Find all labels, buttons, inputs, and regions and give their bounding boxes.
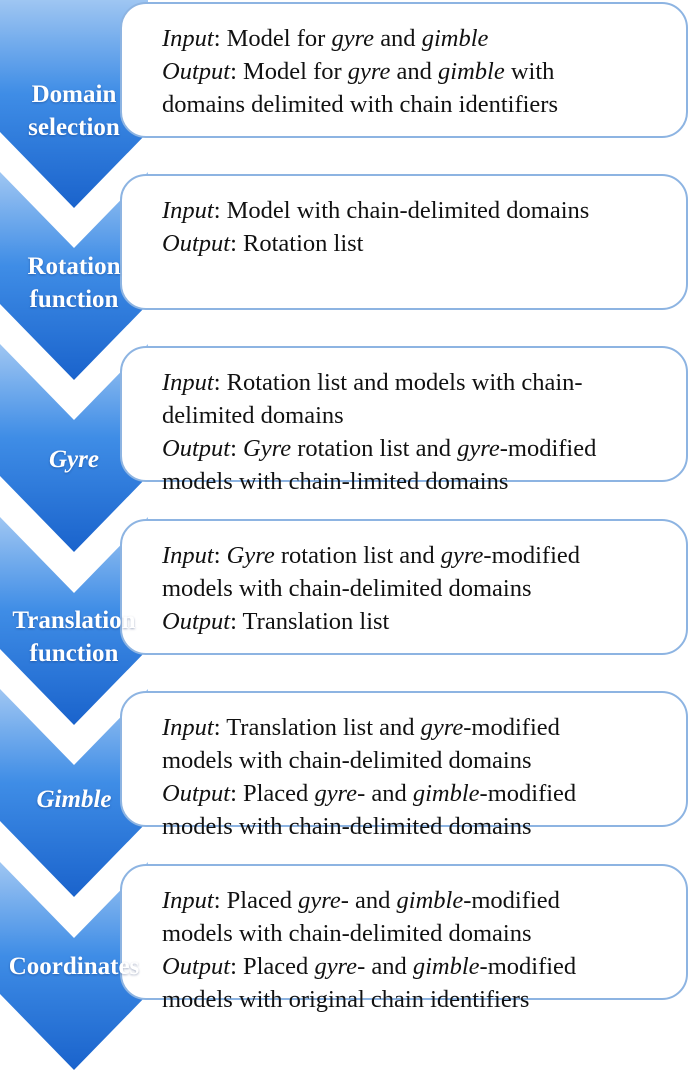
text-segment: : Rotation list — [230, 230, 364, 257]
text-segment: gyre — [420, 714, 464, 741]
step-text-line — [162, 744, 674, 777]
step-label-3 — [0, 443, 148, 476]
step-text-line — [162, 366, 674, 399]
text-segment: Output — [162, 608, 231, 635]
text-segment: Output — [162, 953, 231, 980]
text-segment: : Model for — [213, 25, 332, 52]
step-text-line — [162, 884, 674, 917]
text-segment: -modified — [483, 542, 581, 569]
text-segment: Gyre — [243, 435, 292, 462]
text-segment: gimble — [412, 953, 480, 980]
text-segment: - and — [340, 887, 397, 914]
text-segment: -modified — [463, 714, 560, 741]
step-box-4 — [120, 519, 688, 655]
text-segment: - and — [357, 953, 413, 980]
step-box-5 — [120, 691, 688, 840]
step-text-line — [162, 572, 674, 605]
step-text-line — [162, 711, 674, 744]
step-label-line: Rotation — [27, 253, 121, 280]
text-segment: models with chain-delimited domains — [162, 920, 532, 947]
text-segment: Output — [162, 435, 231, 462]
step-label-line: selection — [28, 114, 120, 141]
text-segment: - and — [357, 780, 413, 807]
text-segment: Input — [162, 369, 214, 396]
text-segment: and — [390, 58, 439, 85]
text-segment: models with chain-delimited domains — [162, 747, 532, 774]
step-box-2 — [120, 174, 688, 310]
step-box-3 — [120, 346, 688, 495]
step-text-line — [162, 55, 674, 88]
text-segment: : Model for — [230, 58, 348, 85]
text-segment: gimble — [438, 58, 505, 85]
text-segment: : Placed — [213, 887, 299, 914]
step-text-line — [162, 399, 674, 432]
text-segment: : Rotation list and models with chain- — [213, 369, 583, 396]
text-segment: -modified — [463, 887, 560, 914]
step-text-line — [162, 539, 674, 572]
text-segment: models with original chain identifiers — [162, 986, 530, 1013]
text-segment: gyre — [314, 953, 358, 980]
text-segment: : — [230, 435, 243, 462]
text-segment: models with chain-delimited domains — [162, 575, 532, 602]
text-segment: Input — [162, 197, 214, 224]
text-segment: models with chain-delimited domains — [162, 813, 532, 840]
text-segment: Output — [162, 780, 231, 807]
step-text-line — [162, 605, 674, 638]
step-text-line — [162, 465, 674, 498]
step-label-2 — [0, 250, 148, 316]
text-segment: : — [213, 542, 227, 569]
text-segment: models with chain-limited domains — [162, 468, 509, 495]
step-label-line: Coordinates — [8, 953, 140, 980]
text-segment: : Placed — [230, 953, 315, 980]
step-text-line — [162, 432, 674, 465]
text-segment: gyre — [331, 25, 375, 52]
text-segment: : Model with chain-delimited domains — [213, 197, 590, 224]
text-segment: gyre — [457, 435, 500, 462]
step-text-line — [162, 227, 674, 260]
step-text-line — [162, 950, 674, 983]
step-box-1 — [120, 2, 688, 138]
text-segment: Input — [162, 25, 214, 52]
text-segment: -modified — [499, 435, 597, 462]
text-segment: : Placed — [230, 780, 315, 807]
text-segment: -modified — [479, 780, 577, 807]
step-text-line — [162, 777, 674, 810]
text-segment: and — [374, 25, 422, 52]
text-segment: gimble — [412, 780, 480, 807]
text-segment: Output — [162, 58, 231, 85]
step-text-line — [162, 983, 674, 1016]
step-label-6 — [0, 950, 148, 983]
text-segment: Input — [162, 887, 214, 914]
step-label-1 — [0, 78, 148, 144]
text-segment: Output — [162, 230, 231, 257]
text-segment: Gyre — [226, 542, 275, 569]
text-segment: rotation list and — [291, 435, 458, 462]
text-segment: with — [504, 58, 555, 85]
text-segment: gimble — [421, 25, 489, 52]
step-text-line — [162, 22, 674, 55]
text-segment: domains delimited with chain identifiers — [162, 91, 558, 118]
text-segment: Input — [162, 542, 214, 569]
step-label-5 — [0, 783, 148, 816]
step-label-line: Gyre — [49, 446, 99, 473]
step-label-4 — [0, 604, 148, 670]
text-segment: delimited domains — [162, 402, 344, 429]
step-box-6 — [120, 864, 688, 1013]
step-label-line: function — [29, 640, 119, 667]
step-label-line: Translation — [12, 607, 136, 634]
step-label-line: Gimble — [36, 786, 112, 813]
step-text-line — [162, 810, 674, 843]
text-segment: gyre — [298, 887, 341, 914]
step-text-line — [162, 194, 674, 227]
text-segment: rotation list and — [274, 542, 441, 569]
text-segment: : Translation list — [230, 608, 390, 635]
text-segment: : Translation list and — [213, 714, 421, 741]
text-segment: gyre — [314, 780, 358, 807]
step-text-line — [162, 88, 674, 121]
text-segment: gyre — [440, 542, 484, 569]
step-label-line: function — [29, 286, 119, 313]
step-text-line — [162, 917, 674, 950]
step-label-line: Domain — [31, 81, 117, 108]
text-segment: gyre — [347, 58, 391, 85]
text-segment: -modified — [479, 953, 577, 980]
text-segment: gimble — [396, 887, 464, 914]
text-segment: Input — [162, 714, 214, 741]
